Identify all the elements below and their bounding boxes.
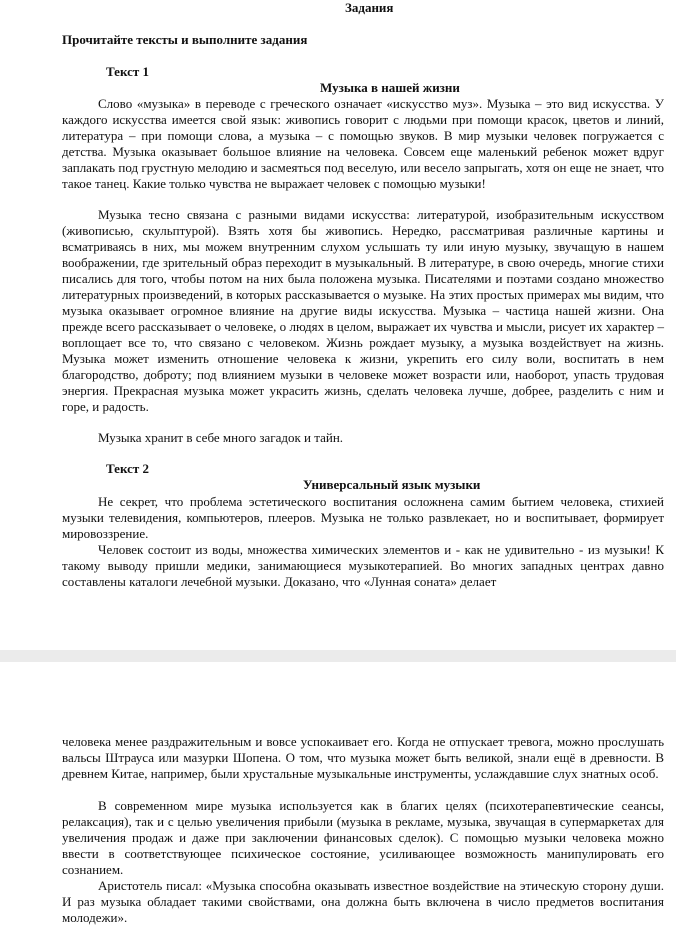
text2-paragraph-4: Аристотель писал: «Музыка способна оказывать известное воздействие на этическую сторону души. И раз музыка обладает такими свойствами, она должна быть включена в число предметов воспитания молодежи».	[62, 878, 664, 925]
text2-paragraph-1: Не секрет, что проблема эстетического воспитания осложнена самим бытием человека, стихией музыки телевидения, компьютеров, плееров. Музыка не только развлекает, но и воспитывает, формирует мировоззрение.	[62, 494, 664, 541]
text1-label: Текст 1	[106, 64, 150, 79]
text1-paragraph-2: Музыка тесно связана с разными видами искусства: литературой, изобразительным искусством (живописью, скульптурой). Взять хотя бы живопись. Нередко, рассматривая различные картины и всматриваясь в них, мы можем внутренним слухом услышать ту или иную музыку, звучащую в нашем воображении, где зрительный образ переходит в музыкальный. В литературе, в свою очередь, многие стихи писались для того, чтобы потом на них была положена музыка. Писателями и поэтами создано множество литературных произведений, в которых рассказывается о музыке. На этих простых примерах мы видим, что музыка оказывает огромное влияние на другие виды искусства. Музыка – частица нашей жизни. Она прежде всего рассказывает о человеке, о людях в целом, выражает их чувства и мысли, рисует их характер – воплощает все то, что связано с человеком. Жизнь рождает музыку, а музыка воздействует на жизнь. Музыка может изменить отношение человека к жизни, укрепить его силу воли, воспитать в нем благородство, доброту; под влиянием музыки в человеке может возрасти или, наоборот, упасть трудовая энергия. Прекрасная музыка может украсить жизнь, сделать человека лучше, добрее, разделить с ним и горе, и радость.	[62, 207, 664, 414]
text1-paragraph-3: Музыка хранит в себе много загадок и тайн.	[98, 430, 344, 445]
text1-paragraph-1: Слово «музыка» в переводе с греческого означает «искусство муз». Музыка – это вид искусства. У каждого искусства имеется свой язык: живопись говорит с людьми при помощи красок, цветов и линий, литература – при помощи слова, а музыка – с помощью звуков. В мир музыки человек погружается с детства. Музыка оказывает большое влияние на человека. Совсем еще маленький ребенок может вдруг заплакать под грустную мелодию и засмеяться под веселую, или весело запрыгать, хотя он еще не знает, что такое танец. Какие только чувства не выражает человек с помощью музыки!	[62, 96, 664, 191]
text2-label: Текст 2	[106, 461, 150, 476]
text1-title: Музыка в нашей жизни	[320, 80, 460, 95]
page-header: Задания	[345, 0, 394, 15]
text2-paragraph-2: Человек состоит из воды, множества химических элементов и - как не удивительно - из музыки! К такому выводу пришли медики, занимающиеся музыкотерапией. Во многих западных центрах давно составлены каталоги лечебной музыки. Доказано, что «Лунная соната» делает	[62, 542, 664, 589]
document-page-2	[0, 662, 676, 929]
instruction-heading: Прочитайте тексты и выполните задания	[62, 32, 308, 47]
text2-title: Универсальный язык музыки	[303, 477, 481, 492]
text2-paragraph-2-continued: человека менее раздражительным и вовсе успокаивает его. Когда не отпускает тревога, можно прослушать вальсы Штрауса или мазурки Шопена. О том, что музыка может быть великой, знали ещё в древности. В древнем Китае, например, были хрустальные музыкальные инструменты, услаждавшие слух знатных особ.	[62, 734, 664, 781]
text2-paragraph-3: В современном мире музыка используется как в благих целях (психотерапевтические сеансы, релаксация), так и с целью увеличения прибыли (музыка в рекламе, музыка, звучащая в супермаркетах для увеличения продаж и даже при заключении финансовых сделок). С помощью музыки человека можно ввести в соответствующее психическое состояние, усиливающее возможность манипулировать его сознанием.	[62, 798, 664, 877]
